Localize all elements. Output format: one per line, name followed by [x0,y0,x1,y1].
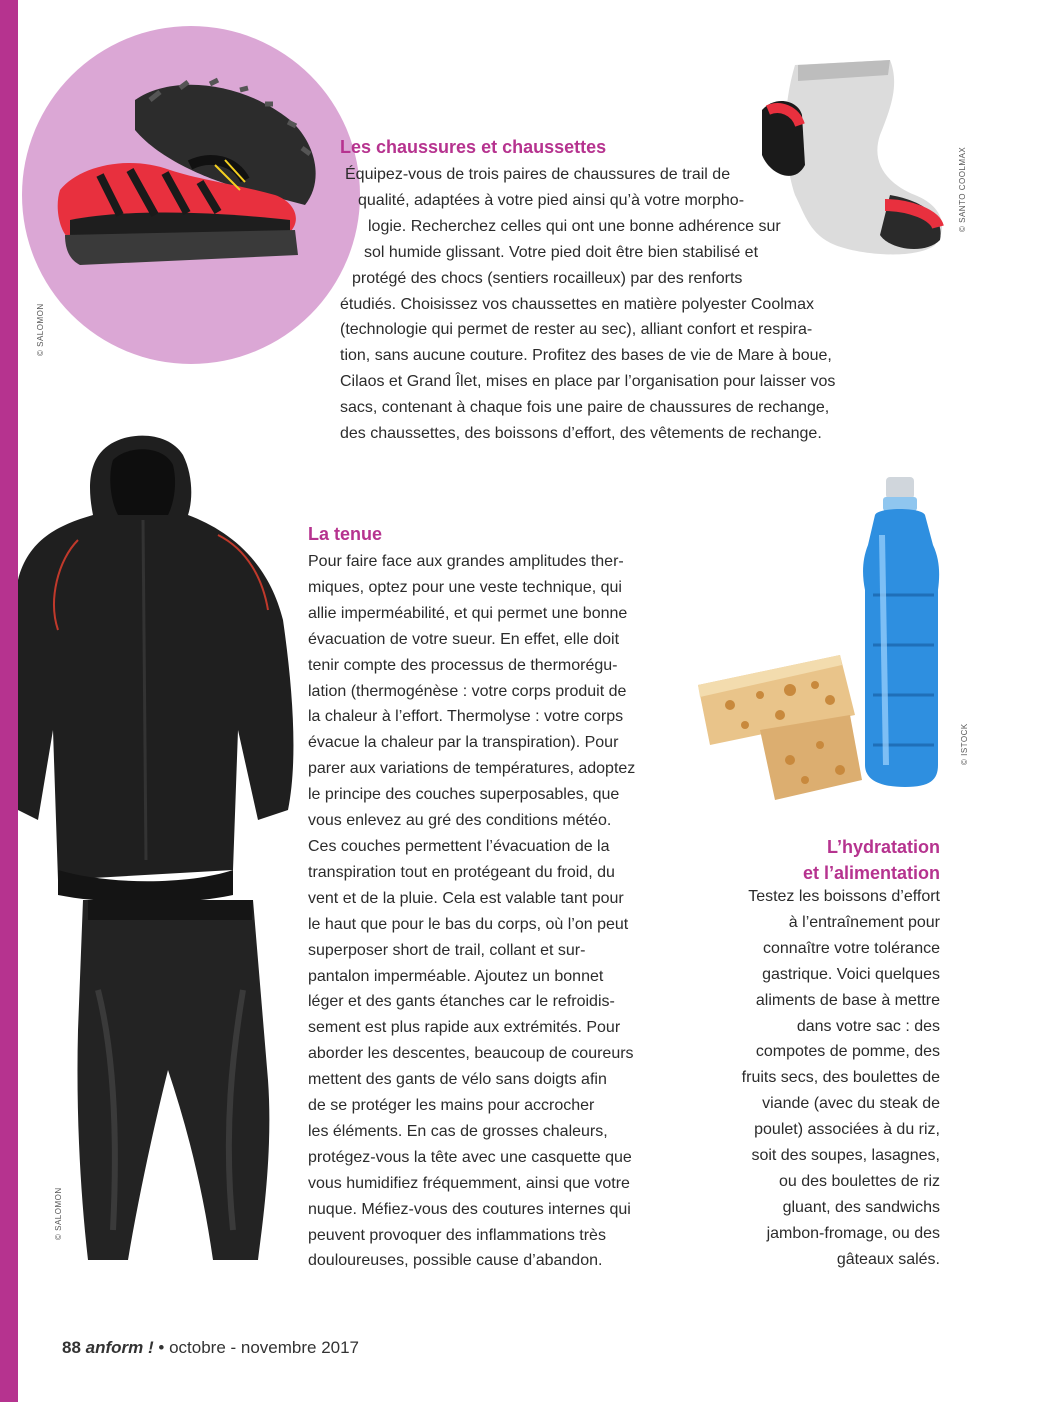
text-line: à l’entraînement pour [788,913,940,931]
text-line: qualité, adaptées à votre pied ainsi qu’à votre morpho- [358,191,745,209]
text-line: Pour faire face aux grandes amplitudes ther- [308,553,624,570]
section-text-shoes [0,162,1000,447]
text-line: viande (avec du steak de [762,1095,940,1113]
text-line: sacs, contenant à chaque fois une paire de chaussures de rechange, [340,399,830,417]
page-number: 88 [62,1338,81,1357]
shoe-photo-credit: © SALOMON [36,303,45,356]
text-line: Testez les boissons d’effort [748,888,940,905]
text-line: des chaussettes, des boissons d’effort, des vêtements de rechange. [340,425,822,443]
text-line: ou des boulettes de riz [779,1172,940,1190]
text-line: fruits secs, des boulettes de [741,1069,940,1087]
food-drink-photo [690,475,950,815]
text-line: Équipez-vous de trois paires de chaussures de trail de [345,166,731,183]
text-line: (technologie qui permet de rester au sec), alliant confort et respira- [340,321,813,339]
magazine-name: anform ! [85,1338,154,1357]
text-line: peuvent provoquer des inflammations très [308,1226,606,1244]
text-line: gastrique. Voici quelques [762,965,940,983]
section-title-food [700,834,940,886]
text-line: soit des soupes, lasagnes, [751,1147,940,1165]
text-line: superposer short de trail, collant et sur- [308,941,586,959]
text-line: le principe des couches superposables, que [308,786,620,804]
food-photo-credit: © ISTOCK [960,723,969,765]
text-line: évacuation de votre sueur. En effet, elle doit [308,630,620,648]
text-line: vous humidifiez fréquemment, ainsi que votre [308,1174,630,1192]
text-line: douloureuses, possible cause d’abandon. [308,1252,603,1270]
text-line: pantalon imperméable. Ajoutez un bonnet [308,967,604,985]
text-line: transpiration tout en protégeant du froid, du [308,863,615,881]
text-line: miques, optez pour une veste technique, qui [308,578,622,596]
title-line: et l’alimentation [802,863,940,883]
text-line: aliments de base à mettre [755,991,940,1009]
text-line: les éléments. En cas de grosses chaleurs, [308,1122,608,1140]
section-title-outfit: La tenue [308,524,383,544]
page-footer [62,1338,359,1358]
text-line: le haut que pour le bas du corps, où l’on peut [308,915,629,933]
text-line: mettent des gants de vélo sans doigts afin [308,1071,607,1089]
text-line: la chaleur à l’effort. Thermolyse : votre corps [308,708,624,726]
text-line: vous enlevez au gré des conditions météo. [308,812,612,830]
text-line: connaître votre tolérance [763,939,940,957]
text-line: aborder les descentes, beaucoup de coureurs [308,1045,634,1063]
text-line: dans votre sac : des [796,1017,940,1035]
text-line: Ces couches permettent l’évacuation de la [308,837,610,855]
text-line: vent et de la pluie. Cela est valable tant pour [308,889,624,907]
issue-date: • octobre - novembre 2017 [158,1338,360,1357]
text-line: compotes de pomme, des [755,1043,940,1061]
text-line: sol humide glissant. Votre pied doit être bien stabilisé et [364,243,759,261]
text-line: gâteaux salés. [836,1250,940,1268]
text-line: tion, sans aucune couture. Profitez des bases de vie de Mare à boue, [340,347,832,365]
section-text-outfit [308,549,635,1274]
text-line: tenir compte des processus de thermorégu- [308,656,618,674]
title-line: L’hydratation [826,837,940,857]
text-line: jambon-fromage, ou des [766,1224,940,1242]
text-line: protégez-vous la tête avec une casquette que [308,1148,632,1166]
text-line: poulet) associées à du riz, [754,1121,940,1139]
sock-photo-credit: © SANTO COOLMAX [958,146,967,232]
outfit-photo [18,430,298,1290]
text-line: parer aux variations de températures, adoptez [308,760,636,778]
text-line: logie. Recherchez celles qui ont une bonne adhérence sur [368,217,781,235]
text-line: léger et des gants étanches car le refroidis- [308,993,615,1011]
section-title-shoes: Les chaussures et chaussettes [340,137,607,157]
text-line: évacue la chaleur par la transpiration). Pour [308,734,619,752]
section-text-food [700,884,940,1273]
text-line: sement est plus rapide aux extrémités. Pour [308,1019,621,1037]
outfit-photo-credit: © SALOMON [54,1187,63,1240]
text-line: lation (thermogénèse : votre corps produit de [308,682,627,700]
text-line: nuque. Méfiez-vous des coutures internes qui [308,1200,631,1218]
text-line: de se protéger les mains pour accrocher [308,1097,595,1115]
text-line: protégé des chocs (sentiers rocailleux) par des renforts [352,269,743,287]
text-line: allie imperméabilité, et qui permet une bonne [308,604,628,622]
text-line: Cilaos et Grand Îlet, mises en place par l’organisation pour laisser vos [340,373,836,391]
text-line: étudiés. Choisissez vos chaussettes en matière polyester Coolmax [340,295,814,313]
text-line: gluant, des sandwichs [782,1198,940,1216]
